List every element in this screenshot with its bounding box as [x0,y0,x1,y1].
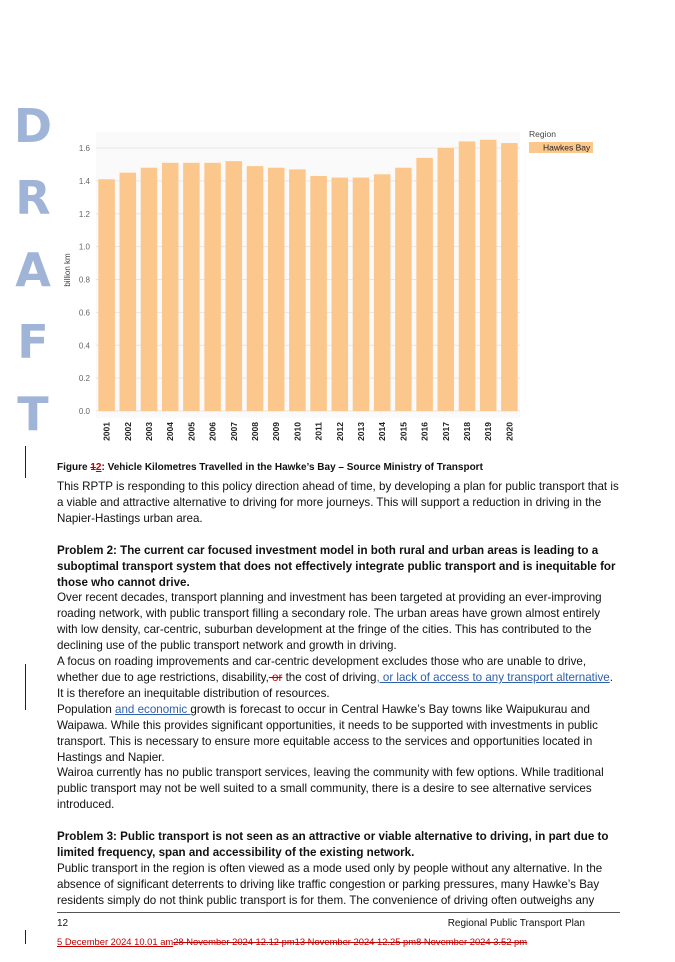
x-tick-label: 2009 [271,422,282,441]
change-bar [25,446,26,478]
bar-2012 [332,178,349,411]
x-tick-label: 2018 [462,422,472,441]
bar-2007 [226,161,243,411]
x-tick-label: 2004 [165,422,176,441]
bar-2015 [395,168,412,411]
bar-2002 [120,173,137,411]
bar-2020 [501,143,518,411]
figure-caption: Figure 12: Vehicle Kilometres Travelled in the Hawke’s Bay – Source Ministry of Transport [57,462,483,473]
problem-2-heading: Problem 2: The current car focused investment model in both rural and urban areas is leading to a suboptimal transport system that does not effectively integrate public transport and is inequitable for those who cannot drive. [57,543,616,589]
bar-2006 [204,163,221,411]
paragraph: Over recent decades, transport planning and investment has been targeted at providing an ever-improving roading network, with public transport filling a secondary role. The urban areas have grown almost entirely with low density, car-centric, suburban development at the fringe of the cities. This has contributed to the declining use of the public transport network and growth in driving. [57,591,602,653]
vkt-chart [0,0,675,460]
x-tick-label: 2014 [377,422,388,441]
x-tick-label: 2002 [122,422,133,441]
legend-title: Region [529,129,556,139]
watermark-letter: D [13,99,53,153]
chart-svg [0,0,675,455]
bar-2014 [374,174,391,411]
y-tick-label: 1.2 [78,209,90,219]
change-bar [25,930,26,944]
bar-2004 [162,163,179,411]
bar-2009 [268,168,285,411]
inserted-text: , or lack of access to any transport alternative [376,670,610,684]
body-text [57,479,622,909]
x-tick-label: 2013 [356,422,366,441]
x-tick-label: 2012 [334,422,345,441]
y-tick-label: 0.6 [78,308,90,318]
paragraph: This RPTP is responding to this policy direction ahead of time, by developing a plan for public transport that is a viable and attractive alternative to driving for more journeys. This will support a reduction in driving in the Napier-Hastings urban area. [57,480,619,525]
y-tick-label: 1.6 [78,144,90,153]
bar-2001 [98,179,115,411]
y-tick-label: 0.2 [78,374,90,384]
bar-2017 [438,148,455,411]
x-tick-label: 2011 [313,422,324,441]
deleted-text: or [268,670,283,684]
x-tick-label: 2017 [440,422,451,441]
paragraph: A focus on roading improvements and car-centric development excludes those who are unable to drive, whether due to age restrictions, disability, or the cost of driving, or lack of access to any transport alternative. It is therefore an inequitable distribution of resources. [57,655,613,700]
change-bar [25,664,26,710]
x-tick-label: 2007 [228,422,239,441]
watermark-letter: F [17,315,49,369]
footer-divider [57,912,620,913]
y-tick-label: 0.4 [78,341,90,351]
bar-2003 [141,168,158,411]
document-title: Regional Public Transport Plan [447,918,585,929]
y-axis-label: billion km [63,253,72,287]
x-tick-label: 2020 [504,422,515,441]
page-number: 12 [57,918,69,929]
paragraph: Public transport in the region is often viewed as a mode used only by people without any alternative. In the absence of significant deterrents to driving like traffic congestion or parking pressures, many Hawke’s Bay residents simply do not think public transport is for them. The convenience of driving often outweighs any [57,861,603,907]
watermark-letter: T [17,387,49,441]
bar-2008 [247,166,264,411]
bar-2019 [480,140,497,411]
legend-entry: Hawkes Bay [543,142,591,153]
problem-3-heading: Problem 3: Public transport is not seen as an attractive or viable alternative to driving, in part due to limited frequency, span and accessibility of the existing network. [57,830,609,860]
y-tick-label: 0.0 [78,407,90,416]
x-tick-label: 2019 [483,422,494,441]
bar-2016 [416,158,433,411]
inserted-text: 2 [95,462,102,473]
x-tick-label: 2001 [101,422,112,441]
bar-2010 [289,169,306,411]
x-tick-label: 2016 [419,422,430,441]
x-tick-label: 2008 [250,422,260,441]
y-tick-label: 1.0 [78,242,90,252]
plot-area [96,132,520,418]
x-tick-label: 2010 [292,422,303,441]
bar-2005 [183,163,200,411]
deleted-text: 28 November 2024 12.12 pm13 November 2024 12.25 pm8 November 2024 3.52 pm [173,936,528,947]
paragraph: Population and economic growth is forecast to occur in Central Hawke’s Bay towns like Waipukurau and Waipawa. While this provides significant opportunities, it needs to be supported with investments in public transport. This is necessary to ensure more equitable access to the services and opportunities located in Hastings and Napier. [57,702,598,764]
inserted-text: and economic [115,702,191,716]
watermark-letter: A [15,243,51,297]
watermark-letter: R [15,171,51,225]
x-tick-label: 2003 [144,422,154,441]
y-tick-label: 0.8 [78,275,90,285]
x-tick-label: 2006 [207,422,218,441]
paragraph: Wairoa currently has no public transport services, leaving the community with few options. While traditional public transport may not be well suited to a small community, there is a desire to see alternative services introduced. [57,766,604,812]
revision-dates [57,936,527,947]
bar-2018 [459,141,476,411]
x-tick-label: 2005 [186,422,197,441]
inserted-text: 5 December 2024 10.01 am [57,936,174,947]
deleted-text: 1 [90,462,96,473]
y-tick-label: 1.4 [78,176,90,186]
bar-2013 [353,178,370,411]
bar-2011 [310,176,327,411]
x-tick-label: 2015 [398,422,409,441]
